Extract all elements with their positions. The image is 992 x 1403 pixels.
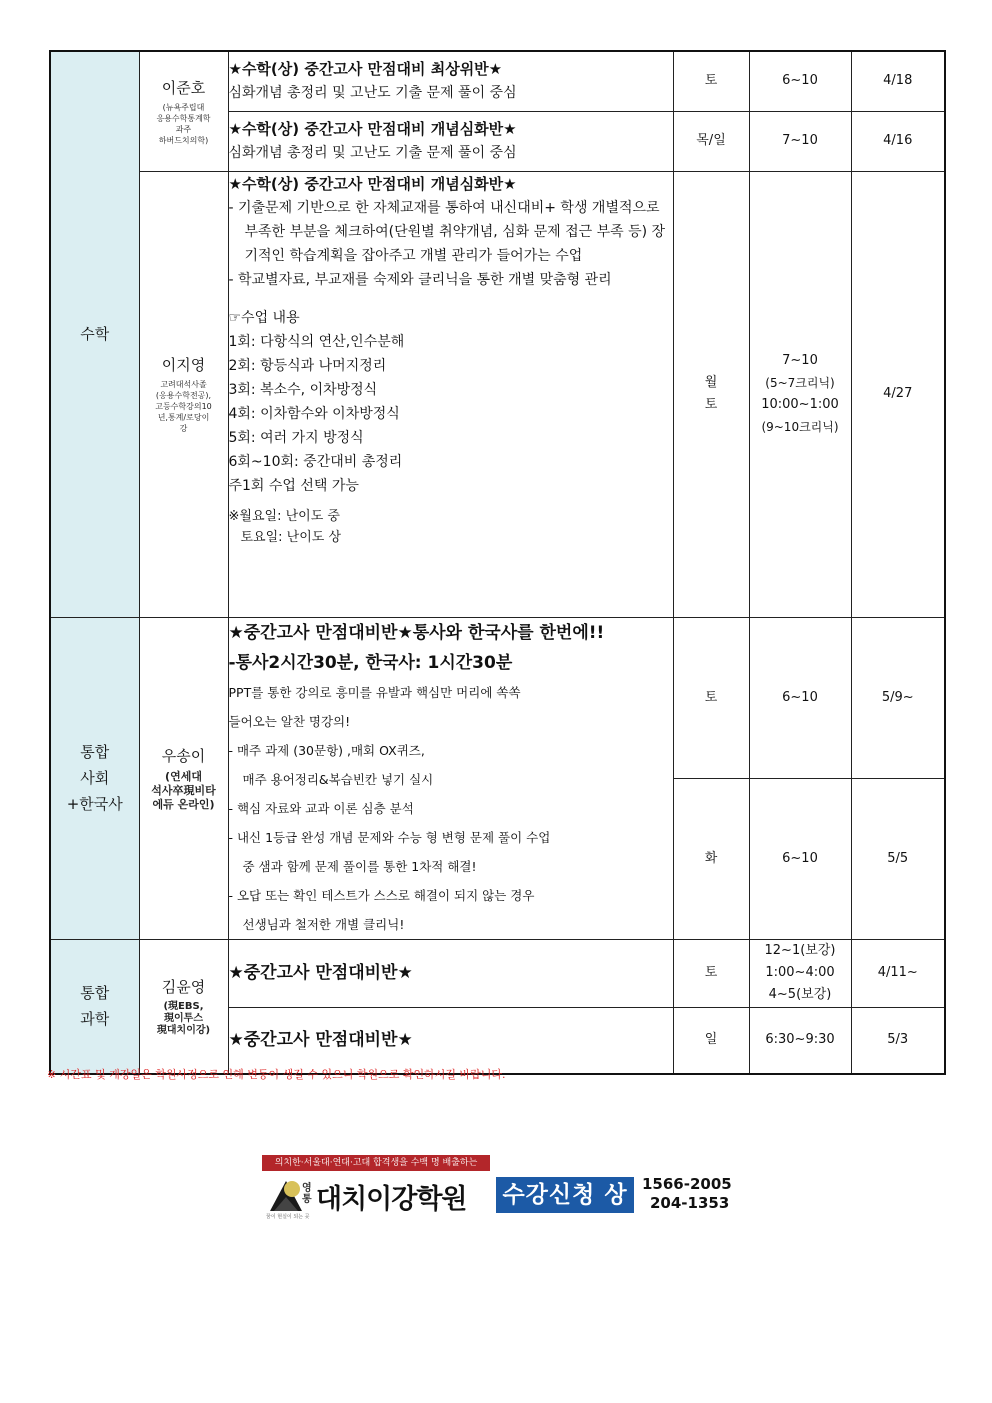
course-line: PPT를 통한 강의로 흥미를 유발과 핵심만 머리에 쏙쏙 bbox=[228, 684, 521, 700]
date-cell: 5/5 bbox=[851, 778, 945, 939]
course-line: - 매주 과제 (30문항) ,매회 OX퀴즈, bbox=[228, 742, 425, 758]
teacher-credential: (연세대 bbox=[165, 769, 202, 783]
day-cell: 토 bbox=[673, 617, 749, 778]
subject-label: 과학 bbox=[80, 1010, 110, 1029]
date-cell: 4/18 bbox=[851, 51, 945, 111]
table-row bbox=[50, 939, 945, 1007]
time-cell: 6~10 bbox=[749, 617, 851, 778]
time-value: (5~7크리닉) bbox=[765, 376, 835, 390]
table-row bbox=[50, 171, 945, 617]
teacher-credential: 現이투스 bbox=[164, 1012, 203, 1024]
teacher-credential: 고등수학강의10 bbox=[155, 402, 212, 411]
time-value: 1:00~4:00 bbox=[765, 965, 835, 980]
time-value: 4~5(보강) bbox=[768, 987, 832, 1002]
course-line: 매주 용어정리&복습빈칸 넣기 실시 bbox=[242, 771, 434, 787]
teacher-name: 김윤영 bbox=[161, 977, 206, 996]
time-value: 10:00~1:00 bbox=[761, 397, 839, 412]
course-subtitle: 심화개념 총정리 및 고난도 기출 문제 풀이 중심 bbox=[228, 85, 517, 102]
table-row bbox=[50, 617, 945, 778]
subject-cell-social bbox=[50, 617, 139, 939]
banner-tagline: 의치한·서울대·연대·고대 합격생을 수백 명 배출하는 bbox=[262, 1155, 490, 1171]
phone-1: 1566-2005 bbox=[642, 1175, 732, 1193]
day-cell bbox=[673, 171, 749, 617]
course-line: 중 샘과 함께 문제 풀이를 통한 1차적 해결! bbox=[242, 858, 477, 874]
time-cell: 6~10 bbox=[749, 778, 851, 939]
subject-label: 통합 bbox=[80, 984, 110, 1003]
time-cell bbox=[749, 171, 851, 617]
teacher-credential: 년,통계/로당이 bbox=[157, 413, 210, 422]
date-cell: 5/9~ bbox=[851, 617, 945, 778]
day-cell: 토 bbox=[673, 939, 749, 1007]
course-subtitle: 심화개념 총정리 및 고난도 기출 문제 풀이 중심 bbox=[228, 145, 517, 161]
teacher-credential: 석사卒現비타 bbox=[151, 783, 216, 797]
time-cell: 6:30~9:30 bbox=[749, 1007, 851, 1074]
teacher-credential: 하버드치의학) bbox=[158, 135, 209, 145]
course-title: ★중간고사 만점대비반★ bbox=[228, 963, 413, 983]
course-description bbox=[228, 111, 673, 171]
date-cell: 5/3 bbox=[851, 1007, 945, 1074]
course-line: - 오답 또는 확인 테스트가 스스로 해결이 되지 않는 경우 bbox=[228, 887, 535, 903]
day-cell: 화 bbox=[673, 778, 749, 939]
teacher-credential: 고려대석사졸 bbox=[160, 380, 207, 389]
course-description bbox=[228, 939, 673, 1007]
time-cell bbox=[749, 939, 851, 1007]
academy-banner bbox=[262, 1155, 732, 1244]
day-cell: 토 bbox=[673, 51, 749, 111]
lesson-item: 2회: 항등식과 나머지정리 bbox=[228, 357, 387, 374]
teacher-credential: 과주 bbox=[175, 124, 192, 134]
schedule-table bbox=[49, 50, 946, 1075]
lesson-item: 1회: 다항식의 연산,인수분해 bbox=[228, 333, 405, 350]
course-description bbox=[228, 1007, 673, 1074]
subject-label: +한국사 bbox=[66, 795, 123, 813]
course-title: ★수학(상) 중간고사 만점대비 개념심화반★ bbox=[228, 120, 517, 138]
teacher-credential: 강 bbox=[179, 424, 188, 433]
course-bullet: - 기출문제 기반으로 한 자체교재를 통하여 내신대비+ 학생 개별적으로 부족한 부분을 체크하여(단원별 취약개념, 심화 문제 접근 부족 등) 장기적인 학습계획을 잡아주고 개별 관리가 들어가는 수업 bbox=[228, 199, 666, 264]
teacher-credential: 現대치이강) bbox=[156, 1024, 211, 1036]
course-title: ★수학(상) 중간고사 만점대비 개념심화반★ bbox=[228, 174, 517, 193]
day-value: 월 bbox=[704, 375, 718, 390]
course-line: - 핵심 자료와 교과 이론 심층 분석 bbox=[228, 800, 414, 816]
level-note: 토요일: 난이도 상 bbox=[240, 529, 342, 545]
course-title: ★중간고사 만점대비반★통사와 한국사를 한번에!! bbox=[228, 622, 605, 643]
teacher-credential: (응용수학전공), bbox=[155, 391, 212, 400]
teacher-name: 이준호 bbox=[161, 78, 206, 97]
phone-numbers bbox=[642, 1175, 732, 1213]
subject-label: 통합 bbox=[80, 743, 110, 761]
schedule-note: ※ 시간표 및 개강일은 학원사정으로 인해 변동이 생길 수 있으니 학원으로 확인하시길 바랍니다. bbox=[47, 1068, 506, 1081]
date-cell: 4/27 bbox=[851, 171, 945, 617]
teacher-cell bbox=[139, 51, 228, 171]
date-cell: 4/11~ bbox=[851, 939, 945, 1007]
day-cell: 목/일 bbox=[673, 111, 749, 171]
course-description bbox=[228, 51, 673, 111]
lesson-item: 주1회 수업 선택 가능 bbox=[228, 477, 359, 494]
course-line: 들어오는 알찬 명강의! bbox=[228, 713, 351, 729]
date-cell: 4/16 bbox=[851, 111, 945, 171]
academy-logo-icon bbox=[266, 1175, 306, 1217]
teacher-credential: 에듀 온라인) bbox=[152, 797, 215, 811]
lesson-item: 5회: 여러 가지 방정식 bbox=[228, 429, 364, 446]
course-title: ★수학(상) 중간고사 만점대비 최상위반★ bbox=[228, 60, 503, 79]
lesson-item: 3회: 복소수, 이차방정식 bbox=[228, 381, 378, 398]
logo-slogan: 꿈이 현실이 되는 곳 bbox=[266, 1214, 310, 1220]
branch-label: 영통 bbox=[302, 1183, 312, 1205]
teacher-name: 우송이 bbox=[161, 746, 206, 765]
subject-cell-science bbox=[50, 939, 139, 1074]
course-line: - 내신 1등급 완성 개념 문제와 수능 형 변형 문제 풀이 수업 bbox=[228, 829, 551, 845]
course-subtitle: -통사2시간30분, 한국사: 1시간30분 bbox=[228, 652, 513, 673]
teacher-name: 이지영 bbox=[161, 356, 206, 374]
subject-label: 사회 bbox=[80, 769, 110, 787]
lesson-item: 4회: 이차함수와 이차방정식 bbox=[228, 405, 400, 422]
level-note: ※월요일: 난이도 중 bbox=[228, 508, 340, 524]
time-cell: 6~10 bbox=[749, 51, 851, 111]
subject-cell-math: 수학 bbox=[50, 51, 139, 617]
course-description bbox=[228, 617, 673, 939]
time-cell: 7~10 bbox=[749, 111, 851, 171]
course-description bbox=[228, 171, 673, 617]
day-value: 토 bbox=[704, 397, 718, 412]
consultation-label: 수강신청 상담 bbox=[496, 1177, 634, 1213]
phone-2: 204-1353 bbox=[650, 1194, 730, 1212]
teacher-credential: 응용수학통계학 bbox=[156, 113, 211, 123]
time-value: 7~10 bbox=[782, 353, 818, 368]
time-value: (9~10크리닉) bbox=[761, 420, 839, 434]
table-row bbox=[50, 51, 945, 111]
course-title: ★중간고사 만점대비반★ bbox=[228, 1030, 413, 1051]
teacher-cell bbox=[139, 617, 228, 939]
teacher-cell bbox=[139, 171, 228, 617]
course-bullet: - 학교별자료, 부교재를 숙제와 클리닉을 통한 개별 맞춤형 관리 bbox=[228, 271, 612, 288]
content-heading: ☞수업 내용 bbox=[228, 309, 300, 326]
academy-name: 대치이강학원 bbox=[316, 1184, 467, 1215]
course-line: 선생님과 철저한 개별 클리닉! bbox=[242, 916, 405, 932]
teacher-credential: (現EBS, bbox=[163, 1000, 204, 1012]
lesson-item: 6회~10회: 중간대비 총정리 bbox=[228, 453, 403, 470]
teacher-credential: (뉴욕주립대 bbox=[162, 102, 205, 112]
day-cell: 일 bbox=[673, 1007, 749, 1074]
teacher-cell bbox=[139, 939, 228, 1074]
time-value: 12~1(보강) bbox=[764, 943, 836, 958]
